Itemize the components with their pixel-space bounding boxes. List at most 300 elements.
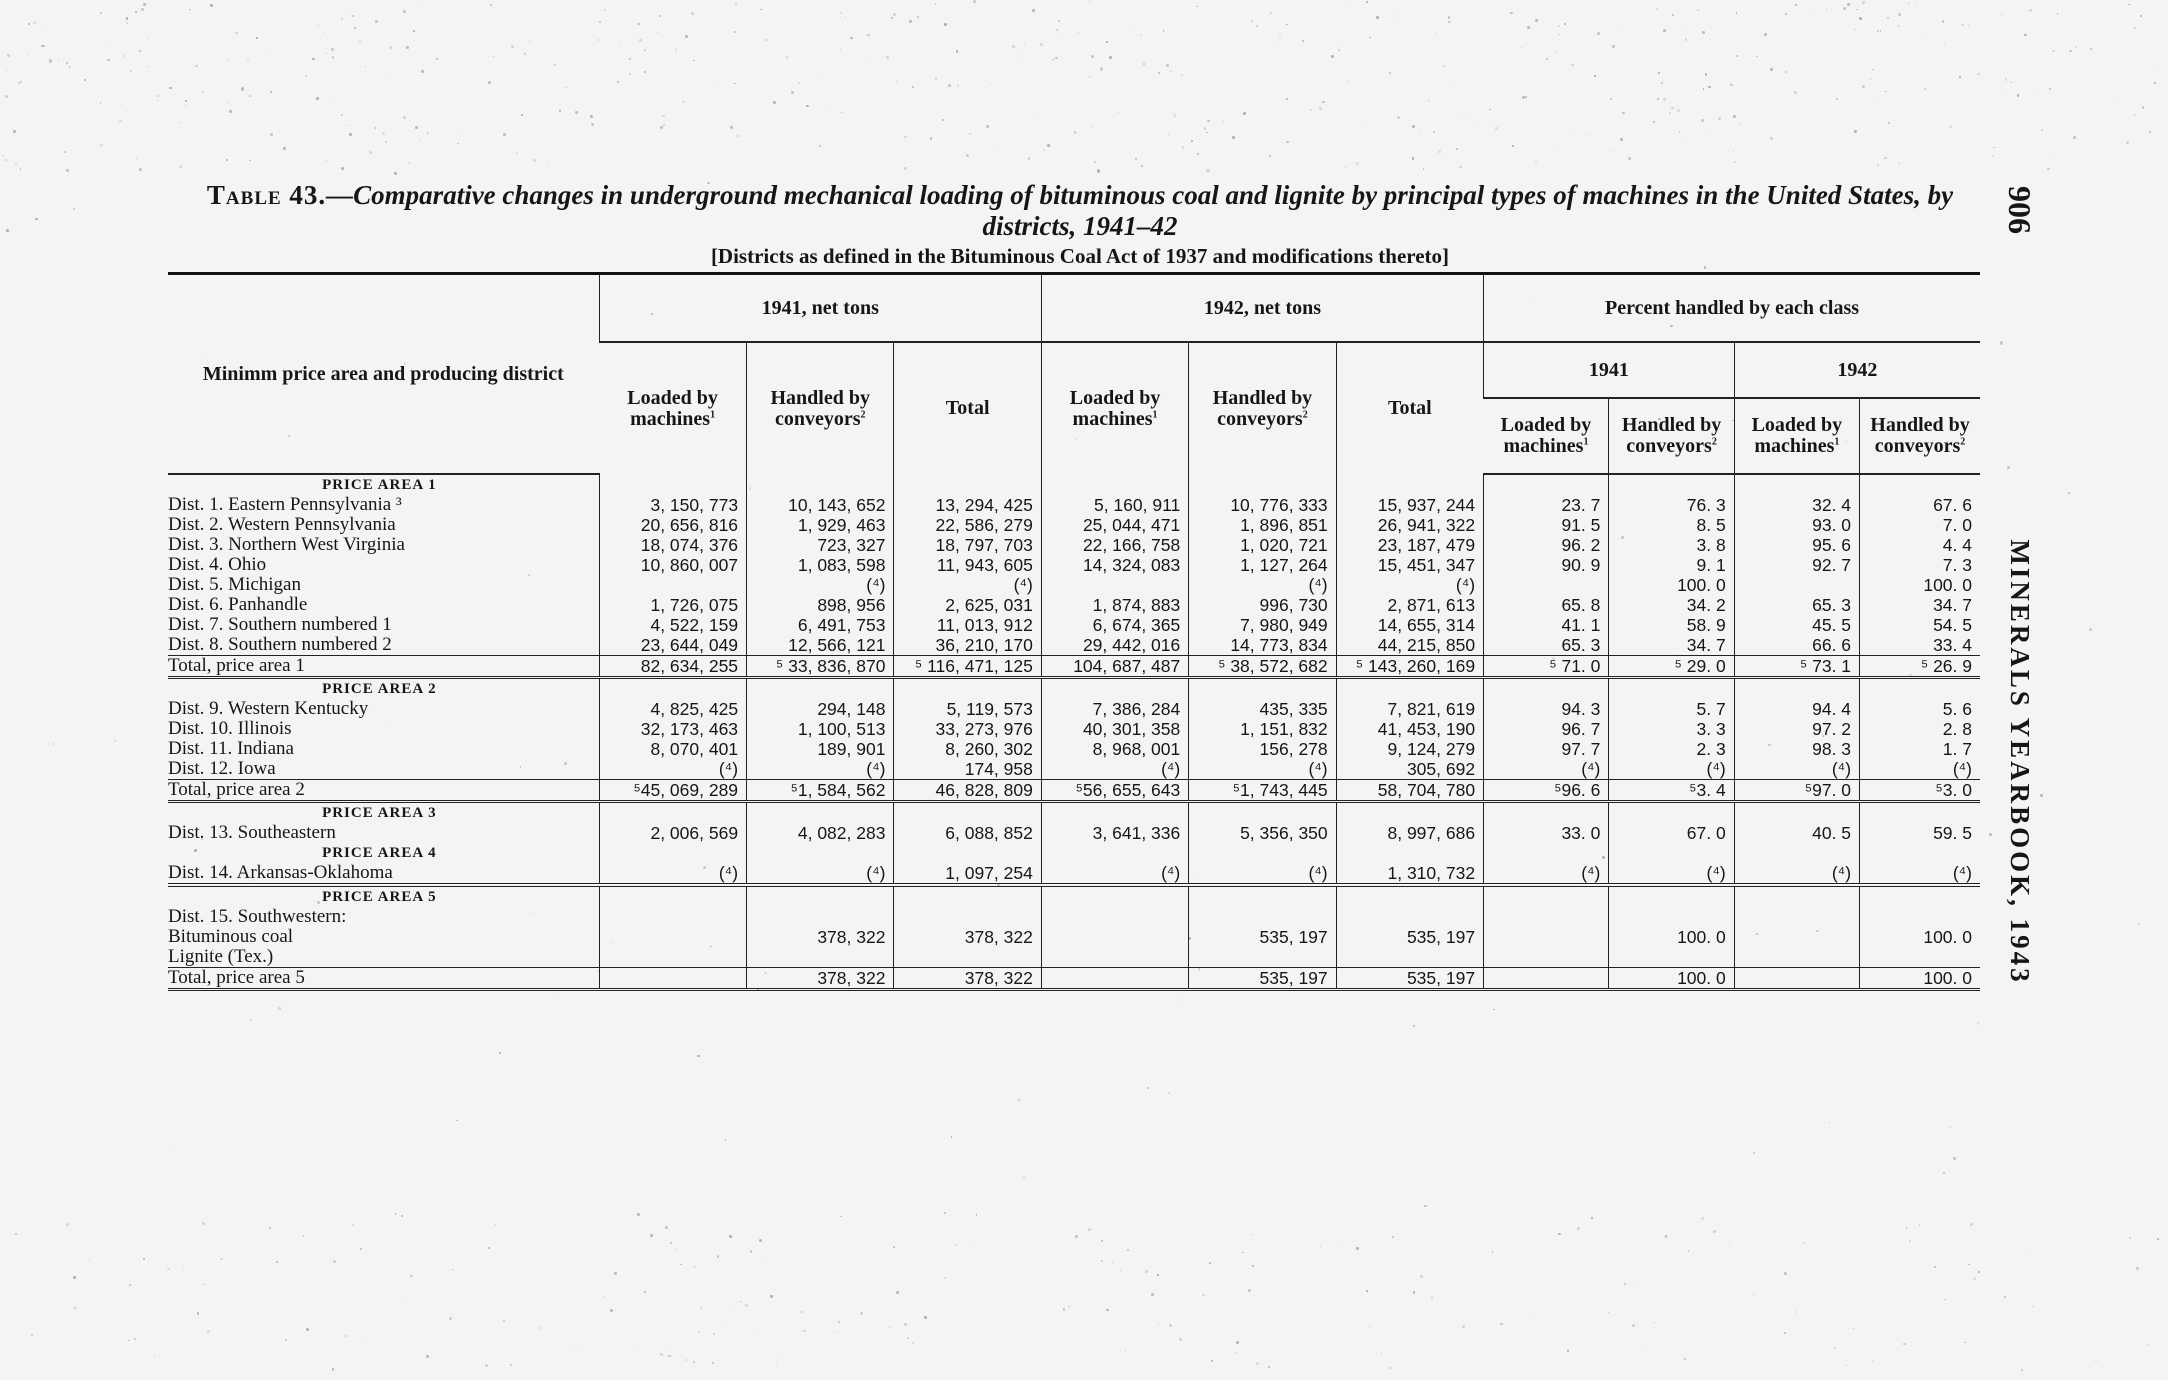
noise-speck bbox=[203, 1284, 204, 1285]
table-row bbox=[168, 555, 1980, 575]
footnote-mark: 1 bbox=[710, 408, 716, 420]
noise-speck bbox=[1813, 13, 1814, 14]
noise-speck bbox=[331, 48, 334, 51]
table-cell: 34. 7 bbox=[1609, 635, 1734, 656]
table-cell: 82, 634, 255 bbox=[599, 656, 746, 678]
noise-speck bbox=[269, 1227, 271, 1229]
noise-speck bbox=[395, 1213, 397, 1215]
noise-speck bbox=[2003, 89, 2004, 90]
noise-speck bbox=[5, 95, 8, 98]
table-row bbox=[168, 495, 1980, 515]
noise-speck bbox=[817, 75, 818, 76]
noise-speck bbox=[456, 1120, 457, 1121]
table-cell: 20, 656, 816 bbox=[599, 515, 746, 535]
noise-speck bbox=[2021, 1369, 2023, 1371]
empty-cell bbox=[599, 802, 746, 824]
table-cell bbox=[1041, 947, 1188, 968]
noise-speck bbox=[1943, 1172, 1945, 1174]
table-cell: 100. 0 bbox=[1860, 575, 1980, 595]
noise-speck bbox=[944, 1277, 946, 1279]
noise-speck bbox=[31, 1334, 33, 1336]
noise-speck bbox=[1730, 84, 1733, 87]
noise-speck bbox=[1859, 17, 1862, 20]
noise-speck bbox=[1685, 38, 1688, 41]
noise-speck bbox=[644, 49, 646, 51]
noise-speck bbox=[1243, 112, 1246, 115]
noise-speck bbox=[403, 10, 406, 13]
noise-speck bbox=[904, 136, 906, 138]
noise-speck bbox=[141, 8, 144, 11]
empty-cell bbox=[1189, 802, 1336, 824]
noise-speck bbox=[332, 1368, 335, 1371]
noise-speck bbox=[15, 163, 17, 165]
table-cell: 11, 943, 605 bbox=[894, 555, 1041, 575]
table-cell: (⁴) bbox=[1860, 759, 1980, 780]
noise-speck bbox=[1558, 1233, 1560, 1235]
noise-speck bbox=[409, 162, 411, 164]
table-cell: 67. 0 bbox=[1609, 823, 1734, 843]
noise-speck bbox=[1898, 162, 1900, 164]
noise-speck bbox=[375, 127, 376, 128]
noise-speck bbox=[341, 114, 343, 116]
noise-speck bbox=[1632, 1324, 1635, 1327]
empty-cell bbox=[894, 474, 1041, 495]
noise-speck bbox=[837, 1332, 838, 1333]
noise-speck bbox=[1916, 5, 1917, 6]
noise-speck bbox=[154, 1355, 155, 1356]
noise-speck bbox=[2037, 90, 2038, 91]
table-cell: ⁵96. 6 bbox=[1484, 780, 1609, 802]
noise-speck bbox=[629, 73, 631, 75]
noise-speck bbox=[1101, 1240, 1103, 1242]
noise-speck bbox=[786, 56, 789, 59]
noise-speck bbox=[1310, 109, 1312, 111]
noise-speck bbox=[1510, 12, 1512, 14]
empty-cell bbox=[1041, 843, 1188, 863]
table-cell: 32, 173, 463 bbox=[599, 719, 746, 739]
noise-speck bbox=[2117, 100, 2118, 101]
noise-speck bbox=[6, 229, 9, 232]
noise-speck bbox=[1646, 1345, 1647, 1346]
noise-speck bbox=[2029, 9, 2032, 12]
table-cell: 40. 5 bbox=[1734, 823, 1859, 843]
noise-speck bbox=[912, 86, 914, 88]
noise-speck bbox=[228, 59, 229, 60]
noise-speck bbox=[1887, 17, 1888, 18]
table-cell: (⁴) bbox=[1041, 863, 1188, 885]
table-cell: 33, 273, 976 bbox=[894, 719, 1041, 739]
noise-speck bbox=[169, 87, 171, 89]
noise-speck bbox=[436, 58, 438, 60]
table-cell: 898, 956 bbox=[747, 595, 894, 615]
noise-speck bbox=[202, 1222, 205, 1225]
noise-speck bbox=[776, 1364, 777, 1365]
noise-speck bbox=[1968, 1264, 1970, 1266]
noise-speck bbox=[1112, 1262, 1113, 1263]
table-cell: 10, 143, 652 bbox=[747, 495, 894, 515]
noise-speck bbox=[1206, 169, 1209, 172]
empty-cell bbox=[1609, 843, 1734, 863]
noise-speck bbox=[1412, 157, 1415, 160]
table-cell: (⁴) bbox=[599, 863, 746, 885]
noise-speck bbox=[644, 1291, 646, 1293]
noise-speck bbox=[516, 152, 518, 154]
noise-speck bbox=[1702, 31, 1705, 34]
noise-speck bbox=[7, 54, 10, 57]
noise-speck bbox=[1047, 144, 1050, 147]
table-cell: 7, 821, 619 bbox=[1336, 699, 1483, 719]
noise-speck bbox=[538, 1327, 540, 1329]
empty-cell bbox=[1041, 678, 1188, 700]
district-name: Dist. 15. Southwestern: bbox=[168, 906, 347, 927]
noise-speck bbox=[2126, 141, 2129, 144]
noise-speck bbox=[917, 16, 919, 18]
noise-speck bbox=[2041, 129, 2043, 131]
table-cell: 8, 260, 302 bbox=[894, 739, 1041, 759]
noise-speck bbox=[737, 135, 739, 137]
table-cell: (⁴) bbox=[1189, 863, 1336, 885]
noise-speck bbox=[803, 1330, 805, 1332]
noise-speck bbox=[106, 41, 107, 42]
noise-speck bbox=[693, 1361, 695, 1363]
table-cell: 5, 356, 350 bbox=[1189, 823, 1336, 843]
noise-speck bbox=[791, 91, 794, 94]
district-name: Lignite (Tex.) bbox=[168, 946, 274, 967]
table-cell: 23. 7 bbox=[1484, 495, 1609, 515]
noise-speck bbox=[1232, 136, 1235, 139]
table-cell bbox=[1041, 968, 1188, 990]
noise-speck bbox=[175, 1147, 176, 1148]
footnote-mark: 2 bbox=[1960, 436, 1966, 448]
noise-speck bbox=[58, 59, 59, 60]
noise-speck bbox=[1448, 16, 1450, 18]
noise-speck bbox=[889, 1326, 890, 1327]
table-cell: ⁵ 26. 9 bbox=[1860, 656, 1980, 678]
noise-speck bbox=[1251, 20, 1253, 22]
table-cell: (⁴) bbox=[1734, 863, 1859, 885]
empty-cell bbox=[894, 885, 1041, 907]
empty-cell bbox=[1860, 802, 1980, 824]
noise-speck bbox=[650, 1234, 653, 1237]
noise-speck bbox=[1128, 29, 1129, 30]
table-row bbox=[168, 635, 1980, 656]
noise-speck bbox=[457, 133, 458, 134]
table-cell: 54. 5 bbox=[1860, 615, 1980, 635]
noise-speck bbox=[565, 87, 567, 89]
noise-speck bbox=[369, 151, 372, 154]
noise-speck bbox=[1140, 34, 1142, 36]
table-cell: 65. 3 bbox=[1484, 635, 1609, 656]
noise-speck bbox=[220, 1258, 223, 1261]
noise-speck bbox=[598, 39, 599, 40]
noise-speck bbox=[1734, 161, 1736, 163]
noise-speck bbox=[558, 996, 559, 997]
noise-speck bbox=[957, 84, 959, 86]
noise-speck bbox=[352, 15, 353, 16]
noise-speck bbox=[1970, 1223, 1973, 1226]
noise-speck bbox=[1356, 1247, 1359, 1250]
noise-speck bbox=[147, 38, 149, 40]
noise-speck bbox=[1168, 134, 1169, 135]
table-cell: 97. 7 bbox=[1484, 739, 1609, 759]
noise-speck bbox=[493, 56, 494, 57]
section-heading: PRICE AREA 4 bbox=[322, 845, 437, 861]
noise-speck bbox=[1870, 78, 1871, 79]
district-name: Total, price area 2 bbox=[168, 780, 599, 802]
noise-speck bbox=[1158, 72, 1160, 74]
table-row bbox=[168, 907, 1980, 927]
table-row bbox=[168, 759, 1980, 780]
noise-speck bbox=[639, 39, 642, 42]
noise-speck bbox=[1431, 1297, 1433, 1299]
noise-speck bbox=[53, 743, 54, 744]
table-cell: 90. 9 bbox=[1484, 555, 1609, 575]
noise-speck bbox=[449, 1317, 452, 1320]
noise-speck bbox=[1671, 107, 1673, 109]
noise-speck bbox=[637, 1213, 640, 1216]
noise-speck bbox=[306, 1328, 309, 1331]
noise-speck bbox=[1613, 150, 1615, 152]
noise-speck bbox=[189, 9, 190, 10]
noise-speck bbox=[944, 1212, 946, 1214]
noise-speck bbox=[765, 39, 767, 41]
noise-speck bbox=[1423, 168, 1424, 169]
noise-speck bbox=[533, 159, 536, 162]
noise-speck bbox=[730, 126, 733, 129]
noise-speck bbox=[1204, 127, 1207, 130]
noise-speck bbox=[403, 116, 405, 118]
noise-speck bbox=[1074, 131, 1076, 133]
table-cell: 58. 9 bbox=[1609, 615, 1734, 635]
empty-cell bbox=[894, 678, 1041, 700]
noise-speck bbox=[1594, 75, 1596, 77]
noise-speck bbox=[740, 1301, 741, 1302]
noise-speck bbox=[303, 1235, 305, 1237]
noise-speck bbox=[305, 75, 307, 77]
noise-speck bbox=[644, 71, 646, 73]
table-cell bbox=[894, 947, 1041, 968]
noise-speck bbox=[413, 30, 415, 32]
noise-speck bbox=[419, 1, 420, 2]
noise-speck bbox=[896, 81, 897, 82]
table-cell: 67. 6 bbox=[1860, 495, 1980, 515]
noise-speck bbox=[599, 21, 601, 23]
noise-speck bbox=[324, 32, 325, 33]
noise-speck bbox=[2149, 131, 2151, 133]
noise-speck bbox=[452, 1269, 454, 1271]
noise-speck bbox=[712, 1362, 715, 1365]
table-cell: 535, 197 bbox=[1189, 968, 1336, 990]
noise-speck bbox=[364, 1343, 365, 1344]
noise-speck bbox=[285, 1339, 287, 1341]
noise-speck bbox=[734, 31, 736, 33]
table-cell bbox=[1336, 907, 1483, 927]
noise-speck bbox=[84, 79, 85, 80]
table-cell: 5. 6 bbox=[1860, 699, 1980, 719]
noise-speck bbox=[43, 45, 44, 46]
table-cell: 100. 0 bbox=[1609, 968, 1734, 990]
noise-speck bbox=[2024, 34, 2026, 36]
table-cell: 7, 386, 284 bbox=[1041, 699, 1188, 719]
table-cell: 14, 324, 083 bbox=[1041, 555, 1188, 575]
noise-speck bbox=[283, 147, 286, 150]
table-cell: 94. 3 bbox=[1484, 699, 1609, 719]
noise-speck bbox=[698, 1331, 700, 1333]
table-cell bbox=[1189, 907, 1336, 927]
noise-speck bbox=[1242, 1252, 1244, 1254]
noise-speck bbox=[909, 20, 912, 23]
noise-speck bbox=[365, 66, 366, 67]
noise-speck bbox=[382, 132, 385, 135]
noise-speck bbox=[1661, 82, 1663, 84]
noise-speck bbox=[1708, 134, 1709, 135]
noise-speck bbox=[1872, 1360, 1873, 1361]
noise-speck bbox=[1688, 1250, 1690, 1252]
noise-speck bbox=[2057, 13, 2058, 14]
noise-speck bbox=[1736, 55, 1738, 57]
noise-speck bbox=[1961, 24, 1963, 26]
noise-speck bbox=[1089, 1, 1091, 3]
noise-speck bbox=[385, 141, 387, 143]
noise-speck bbox=[1277, 46, 1278, 47]
noise-speck bbox=[341, 18, 342, 19]
noise-speck bbox=[1040, 43, 1043, 46]
noise-speck bbox=[394, 172, 397, 175]
noise-speck bbox=[1653, 121, 1655, 123]
noise-speck bbox=[1663, 98, 1665, 100]
noise-speck bbox=[197, 1312, 200, 1315]
noise-speck bbox=[694, 1266, 696, 1268]
noise-speck bbox=[1944, 1299, 1945, 1300]
noise-speck bbox=[1035, 113, 1036, 114]
col-label: Handled by conveyors bbox=[1621, 414, 1722, 457]
table-cell: 10, 860, 007 bbox=[599, 555, 746, 575]
empty-cell bbox=[1484, 474, 1609, 495]
noise-speck bbox=[1320, 1246, 1321, 1247]
noise-speck bbox=[603, 1296, 605, 1298]
empty-cell bbox=[599, 843, 746, 863]
noise-speck bbox=[1331, 55, 1334, 58]
noise-speck bbox=[185, 105, 187, 107]
table-cell: 100. 0 bbox=[1609, 927, 1734, 947]
noise-speck bbox=[1621, 25, 1622, 26]
empty-cell bbox=[1336, 678, 1483, 700]
noise-speck bbox=[135, 11, 137, 13]
noise-speck bbox=[745, 1304, 747, 1306]
noise-speck bbox=[1564, 23, 1566, 25]
noise-speck bbox=[1739, 123, 1741, 125]
table-cell: 535, 197 bbox=[1336, 968, 1483, 990]
noise-speck bbox=[2068, 492, 2070, 494]
district-name: Dist. 13. Southeastern bbox=[168, 822, 336, 843]
noise-speck bbox=[1877, 30, 1879, 32]
table-subtitle: [Districts as defined in the Bituminous Coal Act of 1937 and modifications thereto] bbox=[710, 244, 1450, 268]
noise-speck bbox=[1908, 2, 1910, 4]
noise-speck bbox=[1393, 15, 1395, 17]
noise-speck bbox=[499, 1052, 501, 1054]
table-cell: 535, 197 bbox=[1189, 927, 1336, 947]
noise-speck bbox=[1521, 47, 1522, 48]
table-cell: 1, 310, 732 bbox=[1336, 863, 1483, 885]
noise-speck bbox=[1158, 1323, 1159, 1324]
table-cell: 95. 6 bbox=[1734, 535, 1859, 555]
noise-speck bbox=[691, 12, 694, 15]
noise-speck bbox=[2140, 15, 2142, 17]
noise-speck bbox=[1367, 122, 1368, 123]
empty-cell bbox=[1041, 885, 1188, 907]
noise-speck bbox=[20, 81, 22, 83]
table-cell: 1, 151, 832 bbox=[1189, 719, 1336, 739]
table-cell bbox=[1041, 575, 1188, 595]
table-cell: 1, 083, 598 bbox=[747, 555, 894, 575]
noise-speck bbox=[693, 60, 694, 61]
footnote-mark: 1 bbox=[1583, 436, 1589, 448]
noise-speck bbox=[1256, 1362, 1259, 1365]
col-pct-loaded-1941 bbox=[1484, 398, 1609, 474]
noise-speck bbox=[126, 111, 127, 112]
noise-speck bbox=[1770, 68, 1773, 71]
noise-speck bbox=[2138, 923, 2140, 925]
noise-speck bbox=[1091, 55, 1094, 58]
noise-speck bbox=[228, 102, 229, 103]
noise-speck bbox=[1953, 1157, 1956, 1160]
table-cell: 66. 6 bbox=[1734, 635, 1859, 656]
noise-speck bbox=[195, 65, 197, 67]
noise-speck bbox=[1906, 1227, 1908, 1229]
noise-speck bbox=[1903, 9, 1904, 10]
table-cell: ⁵ 143, 260, 169 bbox=[1336, 656, 1483, 678]
noise-speck bbox=[1389, 72, 1391, 74]
noise-speck bbox=[202, 91, 203, 92]
table-cell: 8, 997, 686 bbox=[1336, 823, 1483, 843]
noise-speck bbox=[1559, 34, 1560, 35]
noise-speck bbox=[2047, 168, 2049, 170]
noise-speck bbox=[1888, 122, 1890, 124]
noise-speck bbox=[2154, 82, 2156, 84]
noise-speck bbox=[485, 1364, 488, 1367]
noise-speck bbox=[349, 133, 352, 136]
empty-cell bbox=[1860, 885, 1980, 907]
noise-speck bbox=[942, 119, 944, 121]
noise-speck bbox=[1862, 1, 1865, 4]
noise-speck bbox=[610, 1309, 613, 1312]
table-cell: 6, 491, 753 bbox=[747, 615, 894, 635]
col-pct-loaded-1942 bbox=[1734, 398, 1859, 474]
table-number: Table 43. bbox=[206, 180, 327, 210]
table-cell: ⁵ 29. 0 bbox=[1609, 656, 1734, 678]
group-header-1942: 1942, net tons bbox=[1041, 274, 1483, 343]
table-row bbox=[168, 699, 1980, 719]
section-row bbox=[168, 885, 1980, 907]
noise-speck bbox=[1453, 85, 1455, 87]
noise-speck bbox=[668, 1355, 670, 1357]
noise-speck bbox=[2128, 4, 2130, 6]
noise-speck bbox=[1977, 73, 1980, 76]
noise-speck bbox=[1170, 71, 1172, 73]
table-cell: 10, 776, 333 bbox=[1189, 495, 1336, 515]
table-cell: 13, 294, 425 bbox=[894, 495, 1041, 515]
noise-speck bbox=[2157, 67, 2158, 68]
table-cell: 91. 5 bbox=[1484, 515, 1609, 535]
table-cell: (⁴) bbox=[1860, 863, 1980, 885]
noise-speck bbox=[1118, 112, 1119, 113]
noise-speck bbox=[312, 58, 314, 60]
noise-speck bbox=[1495, 127, 1498, 130]
noise-speck bbox=[1462, 1325, 1465, 1328]
empty-cell bbox=[1860, 474, 1980, 495]
table-cell: 59. 5 bbox=[1860, 823, 1980, 843]
noise-speck bbox=[559, 110, 560, 111]
